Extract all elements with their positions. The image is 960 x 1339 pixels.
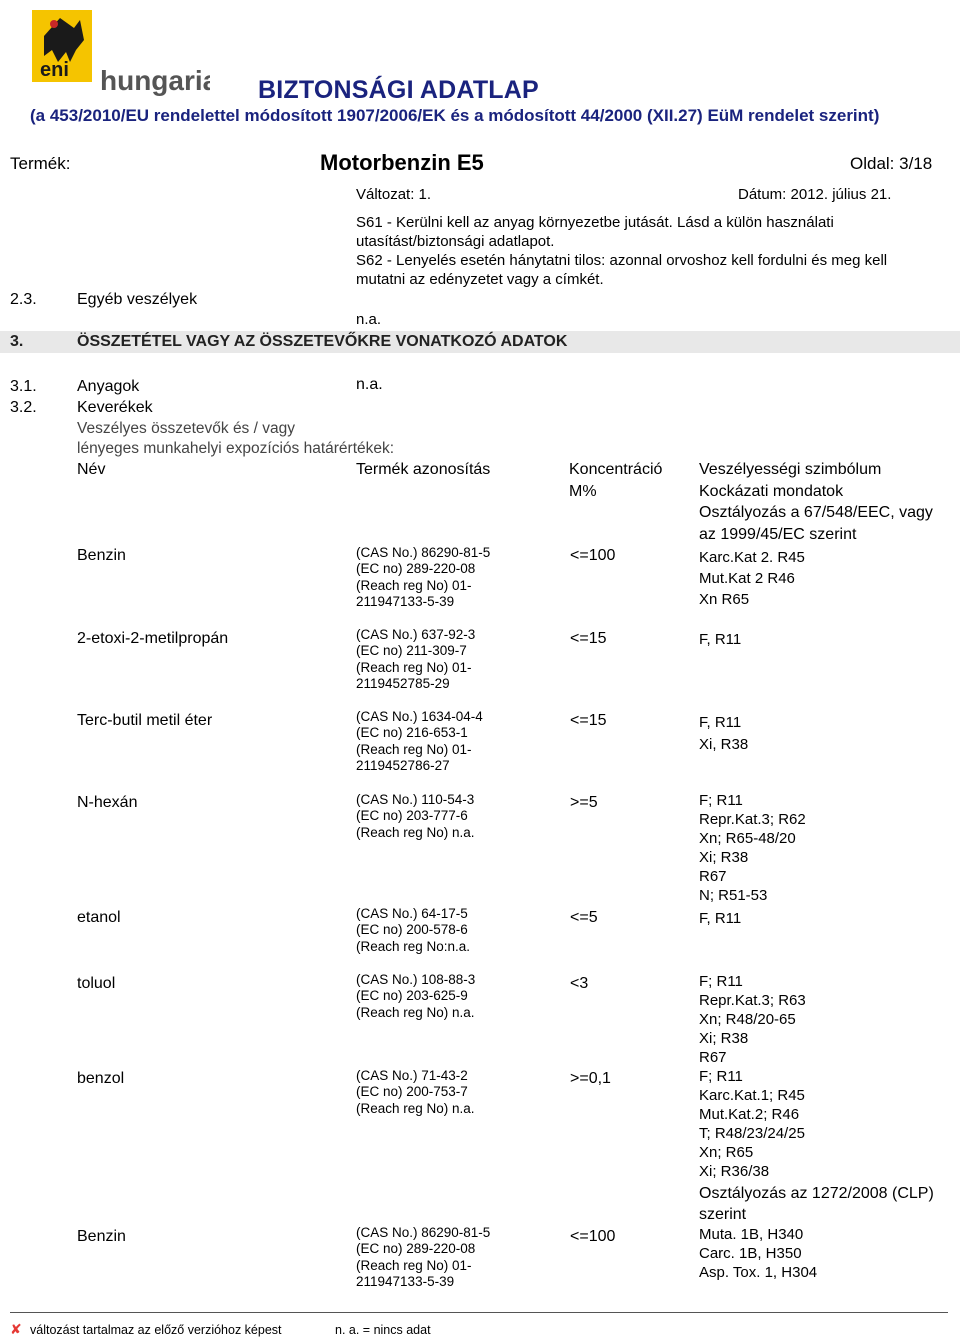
row-name: Terc-butil metil éter: [77, 712, 213, 729]
col-header-haz-2: Kockázati mondatok: [699, 483, 844, 500]
row-hazard-2: Mut.Kat 2 R46: [699, 570, 795, 587]
col-header-conc: Koncentráció: [569, 461, 663, 478]
row-ids: [356, 1225, 490, 1290]
row-hazards: [699, 791, 806, 905]
row-hazard-3: Xn; R48/20-65: [699, 1011, 796, 1028]
row-hazard-1: F, R11: [699, 714, 742, 731]
row-cas: (CAS No.) 86290-81-5: [356, 545, 491, 560]
row-hazards: [699, 630, 741, 649]
row-ec: (EC no) 289-220-08: [356, 1241, 476, 1257]
row-cas: (CAS No.) 637-92-3: [356, 627, 476, 642]
note-line-2: lényeges munkahelyi expozíciós határértékek:: [77, 440, 395, 457]
row-hazard-2: Repr.Kat.3; R62: [699, 811, 806, 828]
row-reach-1: (Reach reg No) 01-: [356, 741, 472, 757]
row-ids: [356, 792, 475, 841]
row-ids: [356, 627, 475, 692]
row-conc: >=0,1: [570, 1070, 611, 1087]
s61-line-1: S61 - Kerülni kell az anyag környezetbe jutását. Lásd a külön használati: [356, 214, 834, 231]
row-cas: (CAS No.) 64-17-5: [356, 906, 468, 921]
row-hazard-3: Asp. Tox. 1, H304: [699, 1264, 818, 1281]
section-3-1-value: n.a.: [356, 376, 383, 393]
row-ec: (EC no) 200-753-7: [356, 1084, 468, 1100]
col-header-name: Név: [77, 461, 106, 478]
row-hazard-1: F; R11: [699, 973, 743, 990]
row-reach-2: 2119452785-29: [356, 675, 450, 691]
clp-heading-1: Osztályozás az 1272/2008 (CLP): [699, 1185, 934, 1202]
section-3-2-number: 3.2.: [10, 399, 37, 416]
row-hazard-4: Xi; R38: [699, 849, 749, 866]
s61-line-2: utasítást/biztonsági adatlapot.: [356, 233, 555, 250]
row-cas: (CAS No.) 110-54-3: [356, 792, 475, 807]
row-hazard-1: F; R11: [699, 1068, 743, 1085]
row-name: 2-etoxi-2-metilpropán: [77, 630, 229, 647]
logo-eni-text: eni: [40, 59, 69, 81]
row-reach-2: 211947133-5-39: [356, 1273, 455, 1289]
row-reach-1: (Reach reg No) n.a.: [356, 1004, 475, 1020]
row-conc: <=15: [570, 712, 607, 729]
section-2-3-number: 2.3.: [10, 291, 37, 308]
row-hazards: [699, 712, 748, 756]
product-label: Termék:: [10, 154, 71, 173]
row-hazards: [699, 1067, 805, 1181]
row-reach-2: 2119452786-27: [356, 757, 450, 773]
row-hazard-5: Xn; R65: [699, 1144, 754, 1161]
row-name: N-hexán: [77, 794, 138, 811]
row-hazard-1: F, R11: [699, 631, 742, 648]
eni-hungaria-logo: [30, 6, 210, 98]
note-line-1: Veszélyes összetevők és / vagy: [77, 420, 295, 437]
row-hazard-2: Repr.Kat.3; R63: [699, 992, 806, 1009]
document-title: BIZTONSÁGI ADATLAP: [258, 76, 539, 104]
row-cas: (CAS No.) 71-43-2: [356, 1068, 468, 1083]
row-reach-1: (Reach reg No) 01-: [356, 1257, 472, 1273]
section-2-3-value: n.a.: [356, 311, 382, 328]
version: Változat: 1.: [356, 186, 432, 203]
footer-na-note: n. a. = nincs adat: [335, 1323, 431, 1337]
s62-line-2: mutatni az edényzetet vagy a címkét.: [356, 271, 604, 288]
row-hazard-4: Xi; R38: [699, 1030, 749, 1047]
row-conc: <=15: [570, 630, 607, 647]
row-ids: [356, 972, 475, 1021]
row-ec: (EC no) 216-653-1: [356, 725, 468, 741]
row-hazard-1: Karc.Kat 2. R45: [699, 549, 805, 566]
row-conc: <=100: [570, 1228, 616, 1245]
row-name: etanol: [77, 909, 121, 926]
row-cas: (CAS No.) 86290-81-5: [356, 1225, 491, 1240]
row-ec: (EC no) 200-578-6: [356, 922, 468, 938]
six-legged-dog-logo-icon: [30, 6, 210, 98]
row-hazard-2: Carc. 1B, H350: [699, 1245, 802, 1262]
row-ec: (EC no) 203-625-9: [356, 988, 468, 1004]
date: Dátum: 2012. július 21.: [738, 186, 892, 203]
col-header-haz-4: az 1999/45/EC szerint: [699, 526, 857, 543]
row-hazard-6: Xi; R36/38: [699, 1163, 770, 1180]
row-hazard-4: T; R48/23/24/25: [699, 1125, 805, 1142]
row-hazards: [699, 972, 806, 1067]
row-ec: (EC no) 289-220-08: [356, 561, 476, 577]
col-header-unit: M%: [569, 483, 597, 500]
row-hazards: [699, 547, 805, 610]
row-ec: (EC no) 203-777-6: [356, 808, 468, 824]
document-subtitle: (a 453/2010/EU rendelettel módosított 1907/2006/EK és a módosított 44/2000 (XII.27) EüM rendelet szerint): [30, 106, 880, 125]
section-2-3-label: Egyéb veszélyek: [77, 291, 198, 308]
section-3-number: 3.: [10, 333, 24, 350]
col-header-haz-3: Osztályozás a 67/548/EEC, vagy: [699, 504, 933, 521]
col-header-id: Termék azonosítás: [356, 461, 491, 478]
section-3-1-number: 3.1.: [10, 378, 37, 395]
row-conc: <3: [570, 975, 589, 992]
row-hazards: [699, 1225, 817, 1282]
row-name: Benzin: [77, 547, 126, 564]
footer-changed-note: változást tartalmaz az előző verzióhoz képest: [30, 1323, 282, 1337]
row-reach-1: (Reach reg No) n.a.: [356, 824, 475, 840]
row-hazard-3: Mut.Kat.2; R46: [699, 1106, 800, 1123]
row-ec: (EC no) 211-309-7: [356, 643, 467, 659]
section-3-2-label: Keverékek: [77, 399, 153, 416]
row-conc: >=5: [570, 794, 598, 811]
row-conc: <=100: [570, 547, 616, 564]
row-reach-1: (Reach reg No:n.a.: [356, 938, 471, 954]
row-reach-1: (Reach reg No) 01-: [356, 659, 472, 675]
logo-hungaria-text: hungaria: [100, 65, 210, 96]
row-ids: [356, 1068, 475, 1117]
page-number: Oldal: 3/18: [850, 154, 933, 173]
clp-heading: [699, 1183, 934, 1225]
col-header-haz-1: Veszélyességi szimbólum: [699, 461, 882, 478]
row-ids: [356, 545, 490, 610]
footer-divider: [10, 1312, 948, 1313]
row-name: Benzin: [77, 1228, 126, 1245]
row-hazard-3: Xn R65: [699, 591, 750, 608]
row-hazard-1: F; R11: [699, 792, 743, 809]
row-cas: (CAS No.) 108-88-3: [356, 972, 476, 987]
row-ids: [356, 906, 470, 955]
row-hazard-3: Xn; R65-48/20: [699, 830, 796, 847]
row-hazard-1: F, R11: [699, 910, 742, 927]
row-reach-2: 211947133-5-39: [356, 593, 455, 609]
row-reach-1: (Reach reg No) n.a.: [356, 1100, 475, 1116]
row-cas: (CAS No.) 1634-04-4: [356, 709, 483, 724]
row-ids: [356, 709, 483, 774]
row-hazards: [699, 909, 741, 928]
row-reach-1: (Reach reg No) 01-: [356, 577, 472, 593]
row-hazard-5: R67: [699, 1049, 727, 1066]
row-name: toluol: [77, 975, 116, 992]
row-conc: <=5: [570, 909, 598, 926]
row-hazard-2: Xi, R38: [699, 736, 749, 753]
s62-line-1: S62 - Lenyelés esetén hánytatni tilos: azonnal orvoshoz kell fordulni és meg kell: [356, 252, 888, 269]
section-3-title: ÖSSZETÉTEL VAGY AZ ÖSSZETEVŐKRE VONATKOZÓ ADATOK: [77, 333, 568, 350]
row-hazard-6: N; R51-53: [699, 887, 768, 904]
clp-heading-2: szerint: [699, 1206, 747, 1223]
row-hazard-1: Muta. 1B, H340: [699, 1226, 804, 1243]
section-3-1-label: Anyagok: [77, 378, 140, 395]
product-name: Motorbenzin E5: [320, 150, 484, 175]
row-hazard-2: Karc.Kat.1; R45: [699, 1087, 805, 1104]
row-name: benzol: [77, 1070, 125, 1087]
changed-mark-icon: ✘: [10, 1321, 22, 1337]
row-hazard-5: R67: [699, 868, 727, 885]
